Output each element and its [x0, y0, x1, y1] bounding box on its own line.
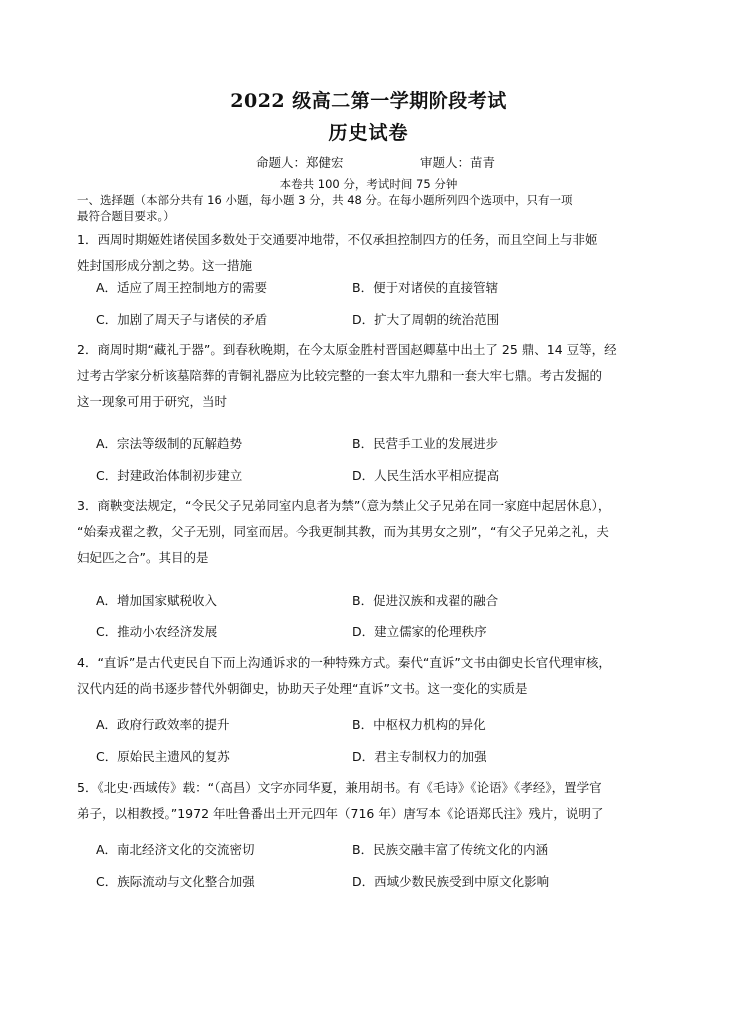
question-1-line-1: 1．西周时期姬姓诸侯国多数处于交通要冲地带，不仅承担控制四方的任务，而且空间上与非姬 — [77, 232, 598, 247]
question-2-option-a: A．宗法等级制的瓦解趋势 — [96, 436, 243, 451]
question-2-line-3: 这一现象可用于研究，当时 — [77, 394, 228, 409]
question-2-line-2: 过考古学家分析该墓陪葬的青铜礼器应为比较完整的一套太牢九鼎和一套大牢七鼎。考古发掘的 — [77, 368, 603, 383]
question-1 — [77, 227, 667, 279]
question-4-line-1: 4．“直诉”是古代吏民自下而上沟通诉求的一种特殊方式。秦代“直诉”文书由御史长官代理审核， — [77, 655, 611, 670]
question-5 — [77, 775, 667, 827]
question-4-option-c: C．原始民主遗风的复苏 — [96, 749, 230, 764]
question-2-line-1: 2．商周时期“藏礼于器”。到春秋晚期，在今太原金胜村晋国赵卿墓中出土了 25 鼎、14 豆等，经 — [77, 342, 617, 357]
question-1-option-d: D．扩大了周朝的统治范围 — [352, 312, 500, 327]
question-4-line-2: 汉代内廷的尚书逐步替代外朝御史，协助天子处理“直诉”文书。这一变化的实质是 — [77, 681, 528, 696]
question-2-option-b: B．民营手工业的发展进步 — [352, 436, 499, 451]
question-5-option-d: D．西域少数民族受到中原文化影响 — [352, 874, 550, 889]
question-3-option-c: C．推动小农经济发展 — [96, 624, 218, 639]
question-1-line-2: 姓封国形成分割之势。这一措施 — [77, 258, 253, 273]
section-instruction-line-1: 一、选择题（本部分共有 16 小题，每小题 3 分，共 48 分。在每小题所列四个选项中，只有一项 — [77, 193, 573, 207]
question-3-option-b: B．促进汉族和戎翟的融合 — [352, 593, 499, 608]
question-3-line-1: 3．商鞅变法规定，“令民父子兄弟同室内息者为禁”（意为禁止父子兄弟在同一家庭中起居休息）， — [77, 498, 611, 513]
question-5-option-c: C．族际流动与文化整合加强 — [96, 874, 255, 889]
question-3 — [77, 493, 667, 571]
question-2-option-d: D．人民生活水平相应提高 — [352, 468, 500, 483]
exam-note: 本卷共 100 分，考试时间 75 分钟 — [279, 177, 458, 191]
question-3-option-d: D．建立儒家的伦理秩序 — [352, 624, 487, 639]
reviewer-line: 审题人：苗青 — [420, 155, 496, 170]
author-line: 命题人：郑健宏 — [256, 155, 344, 170]
question-5-line-2: 弟子，以相教授。”1972 年吐鲁番出土开元四年（716 年）唐写本《论语郑氏注》残片，说明了 — [77, 806, 604, 821]
question-3-line-3: 妇妃匹之合”。其目的是 — [77, 550, 209, 565]
question-4-option-a: A．政府行政效率的提升 — [96, 717, 230, 732]
question-3-option-a: A．增加国家赋税收入 — [96, 593, 218, 608]
question-2-option-c: C．封建政治体制初步建立 — [96, 468, 243, 483]
exam-title: 2022 级高二第一学期阶段考试 — [230, 90, 507, 112]
question-5-line-1: 5．《北史·西域传》载：“（高昌）文字亦同华夏，兼用胡书。有《毛诗》《论语》《孝经》，置学官 — [77, 780, 602, 795]
question-2 — [77, 337, 667, 415]
section-instruction-line-2: 最符合题目要求。） — [77, 209, 175, 223]
question-4 — [77, 650, 667, 702]
question-4-option-b: B．中枢权力机构的异化 — [352, 717, 486, 732]
question-5-option-b: B．民族交融丰富了传统文化的内涵 — [352, 842, 549, 857]
question-1-option-c: C．加剧了周天子与诸侯的矛盾 — [96, 312, 268, 327]
question-4-option-d: D．君主专制权力的加强 — [352, 749, 487, 764]
question-1-option-b: B．便于对诸侯的直接管辖 — [352, 280, 499, 295]
exam-subject: 历史试卷 — [328, 122, 409, 144]
question-1-option-a: A．适应了周王控制地方的需要 — [96, 280, 268, 295]
question-5-option-a: A．南北经济文化的交流密切 — [96, 842, 255, 857]
question-3-line-2: “始秦戎翟之教，父子无别，同室而居。今我更制其教，而为其男女之别”，“有父子兄弟之礼，夫 — [77, 524, 609, 539]
